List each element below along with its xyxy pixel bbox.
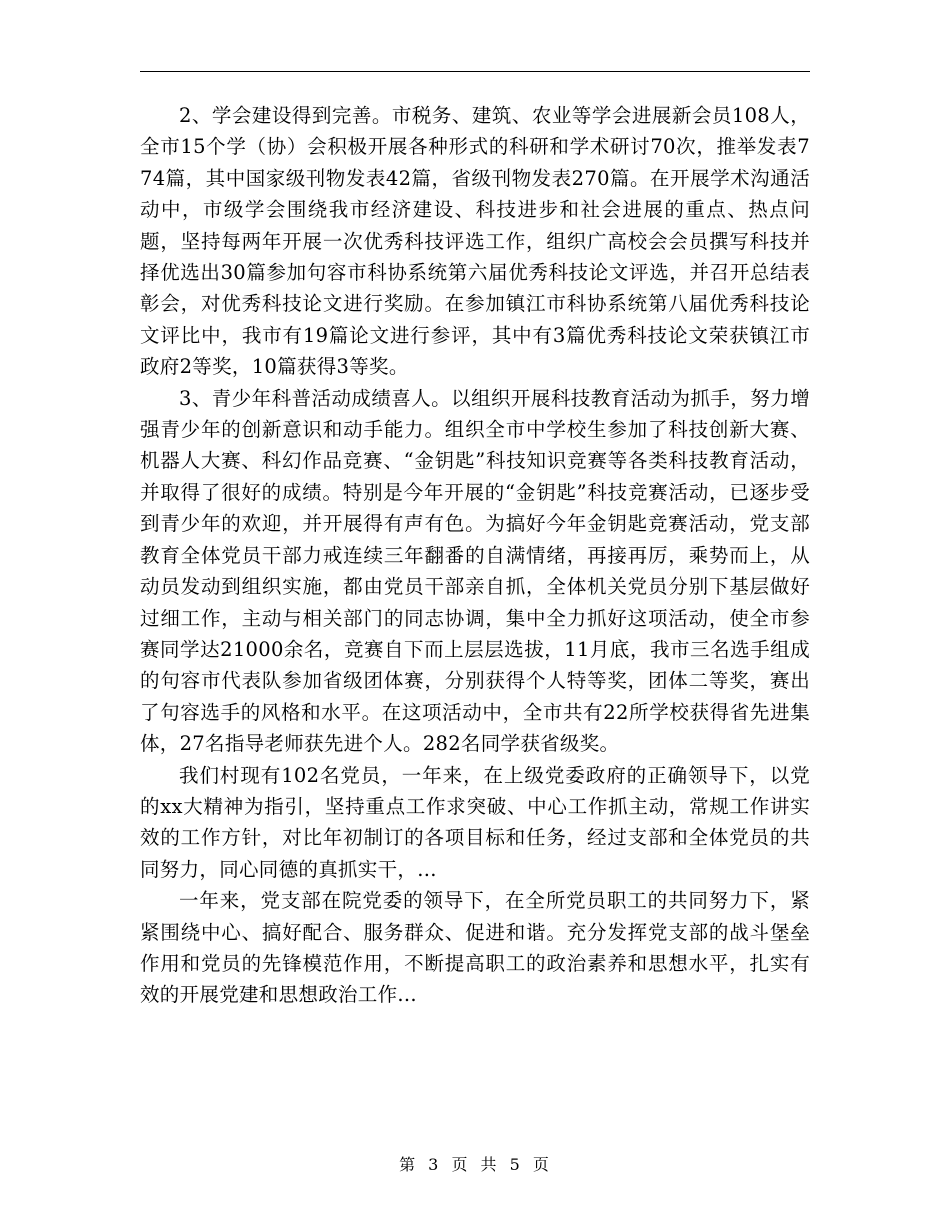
paragraph-youth-science: 3、青少年科普活动成绩喜人。以组织开展科技教育活动为抓手，努力增强青少年的创新意识和动手能力。组织全市中学校生参加了科技创新大赛、机器人大赛、科幻作品竞赛、“金钥匙”科技知识竞赛等各类科技教育活动，并取得了很好的成绩。特别是今年开展的“金钥匙”科技竞赛活动，已逐步受到青少年的欢迎，并开展得有声有色。为搞好今年金钥匙竞赛活动，党支部教育全体党员干部力戒连续三年翻番的自满情绪，再接再厉，乘势而上，从动员发动到组织实施，都由党员干部亲自抓，全体机关党员分别下基层做好过细工作，主动与相关部门的同志协调，集中全力抓好这项活动，使全市参赛同学达21000余名，竞赛自下而上层层选拔，11月底，我市三名选手组成的句容市代表队参加省级团体赛，分别获得个人特等奖，团体二等奖，赛出了句容选手的风格和水平。在这项活动中，全市共有22所学校获得省先进集体，27名指导老师获先进个人。282名同学获省级奖。	[140, 386, 810, 756]
page-number: 第 3 页 共 5 页	[399, 1155, 551, 1174]
document-body	[140, 100, 810, 1011]
paragraph-village-party: 我们村现有102名党员，一年来，在上级党委政府的正确领导下，以党的xx大精神为指引，坚持重点工作求突破、中心工作抓主动，常规工作讲实效的工作方针，对比年初制订的各项目标和任务，经过支部和全体党员的共同努力，同心同德的真抓实干，...	[140, 763, 810, 881]
paragraph-party-branch: 一年来，党支部在院党委的领导下，在全所党员职工的共同努力下，紧紧围绕中心、搞好配合、服务群众、促进和谐。充分发挥党支部的战斗堡垒作用和党员的先锋模范作用，不断提高职工的政治素养和思想水平，扎实有效的开展党建和思想政治工作...	[140, 889, 810, 1007]
header-rule	[140, 71, 810, 72]
paragraph-academic-societies: 2、学会建设得到完善。市税务、建筑、农业等学会进展新会员108人，全市15个学（协）会积极开展各种形式的科研和学术研讨70次，推举发表774篇，其中国家级刊物发表42篇，省级刊物发表270篇。在开展学术沟通活动中，市级学会围绕我市经济建设、科技进步和社会进展的重点、热点问题，坚持每两年开展一次优秀科技评选工作，组织广高校会会员撰写科技并择优选出30篇参加句容市科协系统第六届优秀科技论文评选，并召开总结表彰会，对优秀科技论文进行奖励。在参加镇江市科协系统第八届优秀科技论文评比中，我市有19篇论文进行参评，其中有3篇优秀科技论文荣获镇江市政府2等奖，10篇获得3等奖。	[140, 104, 810, 379]
